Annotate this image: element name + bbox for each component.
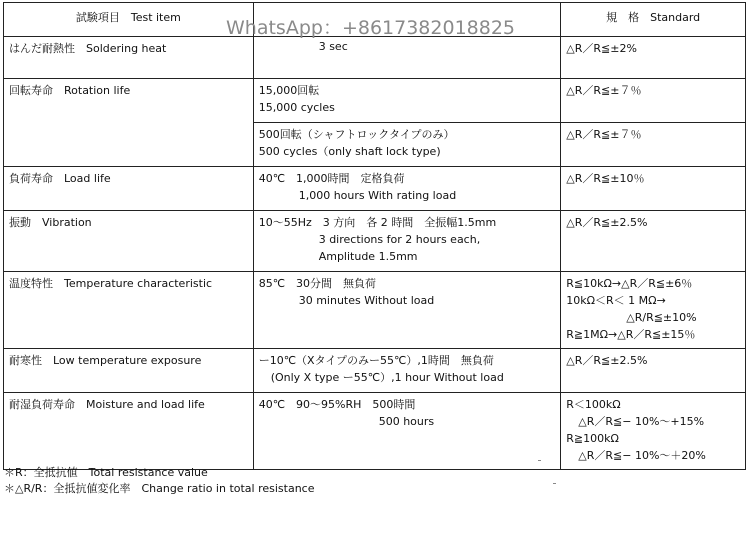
footnotes [4,465,315,497]
test-item-cell [4,37,254,79]
standard-line: R≧1MΩ→△R／R≦±15％ [566,328,696,341]
condition-line: 1,000 hours With rating load [298,189,457,202]
condition-line: (Only X type ー55℃）,1 hour Without load [270,371,504,384]
condition-line: Amplitude 1.5mm [318,250,418,263]
standard-line: △R／R≦− 10%～+15% [578,415,705,428]
standard-line: △R／R≦±2.5% [566,216,648,229]
standard-cell [561,211,746,272]
table-row [4,393,746,470]
condition-cell [253,79,561,123]
standard-line: △R／R≦±2% [566,42,637,55]
test-item-label: はんだ耐熱性 Soldering heat [9,42,167,55]
condition-line: 3 sec [318,40,348,53]
condition-line: ー10℃（Xタイプのみー55℃）,1時間 無負荷 [258,354,494,367]
condition-cell [253,167,561,211]
test-item-cell [4,211,254,272]
standard-line: △R／R≦− 10%～＋20% [578,449,706,462]
condition-line: 500回転（シャフトロックタイプのみ） [258,128,455,141]
test-item-cell [4,167,254,211]
test-item-label: 温度特性 Temperature characteristic [9,277,213,290]
condition-line: 30 minutes Without load [298,294,435,307]
condition-line: 85℃ 30分間 無負荷 [258,277,377,290]
stray-mark [538,460,541,461]
condition-cell [253,272,561,349]
standard-cell [561,123,746,167]
standard-line: 10kΩ＜R＜ 1 MΩ→ [566,294,666,307]
test-item-cell [4,79,254,167]
condition-line: 500 hours [378,415,435,428]
table-row [4,349,746,393]
condition-cell [253,349,561,393]
condition-cell [253,393,561,470]
condition-line: 10～55Hz 3 方向 各 2 時間 全振幅1.5mm [258,216,497,229]
test-item-label: 負荷寿命 Load life [9,172,111,185]
standard-cell [561,37,746,79]
condition-cell [253,37,561,79]
standard-line: △R／R≦±2.5% [566,354,648,367]
test-item-cell [4,349,254,393]
test-item-label: 耐湿負荷寿命 Moisture and load life [9,398,205,411]
condition-line: 15,000 cycles [258,101,335,114]
stray-mark [553,483,556,484]
table-row [4,272,746,349]
standard-cell [561,393,746,470]
test-item-cell [4,393,254,470]
condition-line: 3 directions for 2 hours each, [318,233,481,246]
standard-line: R≧100kΩ [566,432,619,445]
table-row [4,37,746,79]
footnote-change-ratio: ＊△R/R：全抵抗値変化率 Change ratio in total resistance [4,482,315,495]
standard-cell [561,79,746,123]
standard-line: R≦10kΩ→△R／R≦±6％ [566,277,693,290]
table-row [4,211,746,272]
test-item-label: 振動 Vibration [9,216,92,229]
standard-line: R＜100kΩ [566,398,621,411]
standard-line: △R／R≦±10％ [566,172,645,185]
header-standard: 規 格 Standard [561,3,746,37]
condition-cell [253,123,561,167]
standard-cell [561,272,746,349]
condition-line: 40℃ 1,000時間 定格負荷 [258,172,405,185]
test-item-label: 回転寿命 Rotation life [9,84,131,97]
footnote-total-resistance: ＊R：全抵抗値 Total resistance value [4,466,208,479]
standard-cell [561,167,746,211]
header-test-item: 試験項目 Test item [4,3,254,37]
standard-cell [561,349,746,393]
spec-table [3,2,746,470]
test-item-label: 耐寒性 Low temperature exposure [9,354,202,367]
condition-line: 500 cycles（only shaft lock type) [258,145,441,158]
watermark-text: WhatsApp：+8617382018825 [226,17,516,39]
condition-line: 40℃ 90～95%RH 500時間 [258,398,416,411]
test-item-cell [4,272,254,349]
standard-line: △R/R≦±10% [626,311,697,324]
condition-cell [253,211,561,272]
standard-line: △R／R≦±７％ [566,84,642,97]
standard-line: △R／R≦±７％ [566,128,642,141]
table-row [4,79,746,123]
table-row [4,167,746,211]
condition-line: 15,000回転 [258,84,320,97]
